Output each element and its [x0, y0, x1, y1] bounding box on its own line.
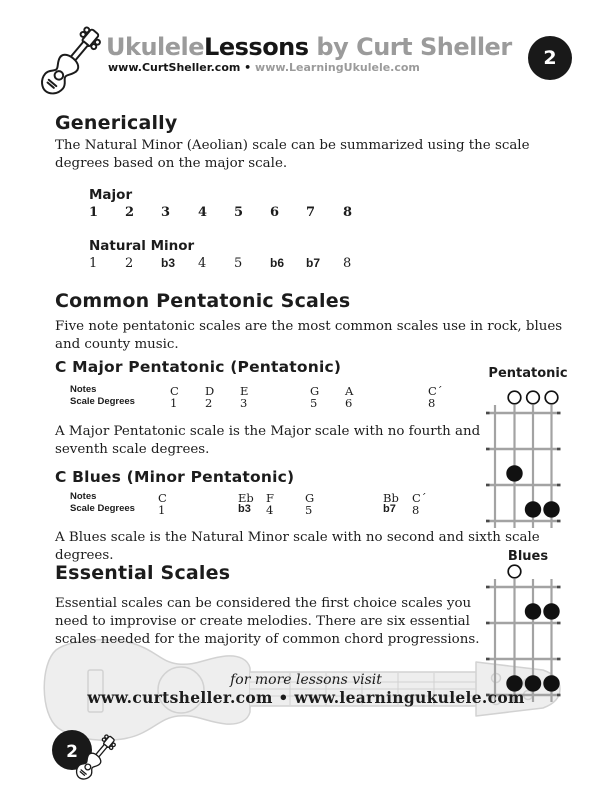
- header-url-separator: •: [240, 61, 256, 74]
- minor-degree-flat: b7: [306, 256, 321, 270]
- degree-cell-flat: b7: [383, 503, 396, 515]
- major-degree: 4: [198, 205, 208, 220]
- degrees-row-label: Scale Degrees: [70, 396, 135, 407]
- degree-cell: 8: [412, 503, 420, 517]
- generically-body: The Natural Minor (Aeolian) scale can be summarized using the scale degrees based on the major scale.: [55, 138, 530, 171]
- minor-degree: 8: [343, 256, 352, 271]
- minor-degree: 5: [234, 256, 243, 271]
- major-scale-label: Major: [89, 187, 133, 203]
- blues-diagram-label: Blues: [507, 549, 549, 564]
- major-degree: 7: [306, 205, 316, 220]
- subheading-c-blues: C Blues (Minor Pentatonic): [55, 468, 295, 486]
- section-heading-generically: Generically: [55, 112, 178, 134]
- degree-cell: 5: [310, 396, 318, 410]
- title-lessons: Lessons: [204, 33, 309, 61]
- ukulele-icon: [26, 20, 112, 104]
- degree-cell: 3: [240, 396, 248, 410]
- subheading-c-major-pentatonic: C Major Pentatonic (Pentatonic): [55, 358, 342, 376]
- degrees-row-label: Scale Degrees: [70, 503, 135, 514]
- major-degree: 8: [343, 205, 353, 220]
- natural-minor-degrees-row: [0, 256, 612, 272]
- note-cell: Eb: [238, 491, 254, 505]
- section-heading-common-pentatonic: Common Pentatonic Scales: [55, 290, 351, 312]
- note-cell: F: [266, 491, 274, 505]
- section-heading-essential-scales: Essential Scales: [55, 562, 231, 584]
- c-blues-caption: A Blues scale is the Natural Minor scale with no second and sixth scale degrees.: [55, 530, 540, 563]
- note-cell: C´: [428, 384, 443, 398]
- essential-scales-body: Essential scales can be considered the first choice scales you need to improvise or create melodies. There are six essential scales needed for the majority of common chord progressions.: [55, 596, 480, 647]
- header-urls: [108, 61, 420, 74]
- minor-degree: 1: [89, 256, 98, 271]
- major-degree: 5: [234, 205, 244, 220]
- notes-row-label: Notes: [70, 384, 97, 395]
- major-degree: 2: [125, 205, 135, 220]
- major-degree: 3: [161, 205, 171, 220]
- notes-row-label: Notes: [70, 491, 97, 502]
- major-degree: 1: [89, 205, 99, 220]
- common-pentatonic-body: Five note pentatonic scales are the most common scales use in rock, blues and county music.: [55, 319, 563, 352]
- note-cell: C: [170, 384, 179, 398]
- note-cell: G: [305, 491, 315, 505]
- header-url-curtsheller[interactable]: www.CurtSheller.com: [108, 61, 241, 74]
- note-cell: A: [345, 384, 354, 398]
- degree-cell: 4: [266, 503, 274, 517]
- note-cell: C: [158, 491, 167, 505]
- degree-cell: 1: [170, 396, 178, 410]
- page-number-badge-top: 2: [528, 36, 572, 80]
- page-number-badge-bottom: [40, 722, 136, 792]
- minor-degree-flat: b3: [161, 256, 176, 270]
- natural-minor-scale-label: Natural Minor: [89, 238, 195, 254]
- degree-cell: 2: [205, 396, 213, 410]
- note-cell: C´: [412, 491, 427, 505]
- degree-cell: 6: [345, 396, 353, 410]
- footer-links[interactable]: www.curtsheller.com • www.learningukulele.com: [87, 688, 525, 707]
- bottom-page-number: 2: [66, 742, 78, 762]
- major-scale-degrees-row: [0, 205, 612, 221]
- note-cell: G: [310, 384, 320, 398]
- minor-degree-flat: b6: [270, 256, 285, 270]
- pentatonic-diagram-label: Pentatonic: [488, 366, 568, 381]
- footer-tagline: for more lessons visit: [230, 672, 382, 688]
- degree-cell: 1: [158, 503, 166, 517]
- degree-cell: 5: [305, 503, 313, 517]
- title-ukulele: Ukulele: [106, 33, 205, 61]
- minor-degree: 2: [125, 256, 134, 271]
- c-major-pentatonic-caption: A Major Pentatonic scale is the Major scale with no fourth and seventh scale degrees.: [55, 424, 481, 457]
- degree-cell: 8: [428, 396, 436, 410]
- pentatonic-fretboard-diagram: [483, 389, 565, 535]
- title-byline: by Curt Sheller: [308, 33, 512, 61]
- header-url-learningukulele[interactable]: www.LearningUkulele.com: [255, 61, 420, 74]
- page-title: [106, 33, 512, 61]
- note-cell: E: [240, 384, 249, 398]
- note-cell: D: [205, 384, 215, 398]
- major-degree: 6: [270, 205, 280, 220]
- degree-cell-flat: b3: [238, 503, 251, 515]
- note-cell: Bb: [383, 491, 399, 505]
- minor-degree: 4: [198, 256, 207, 271]
